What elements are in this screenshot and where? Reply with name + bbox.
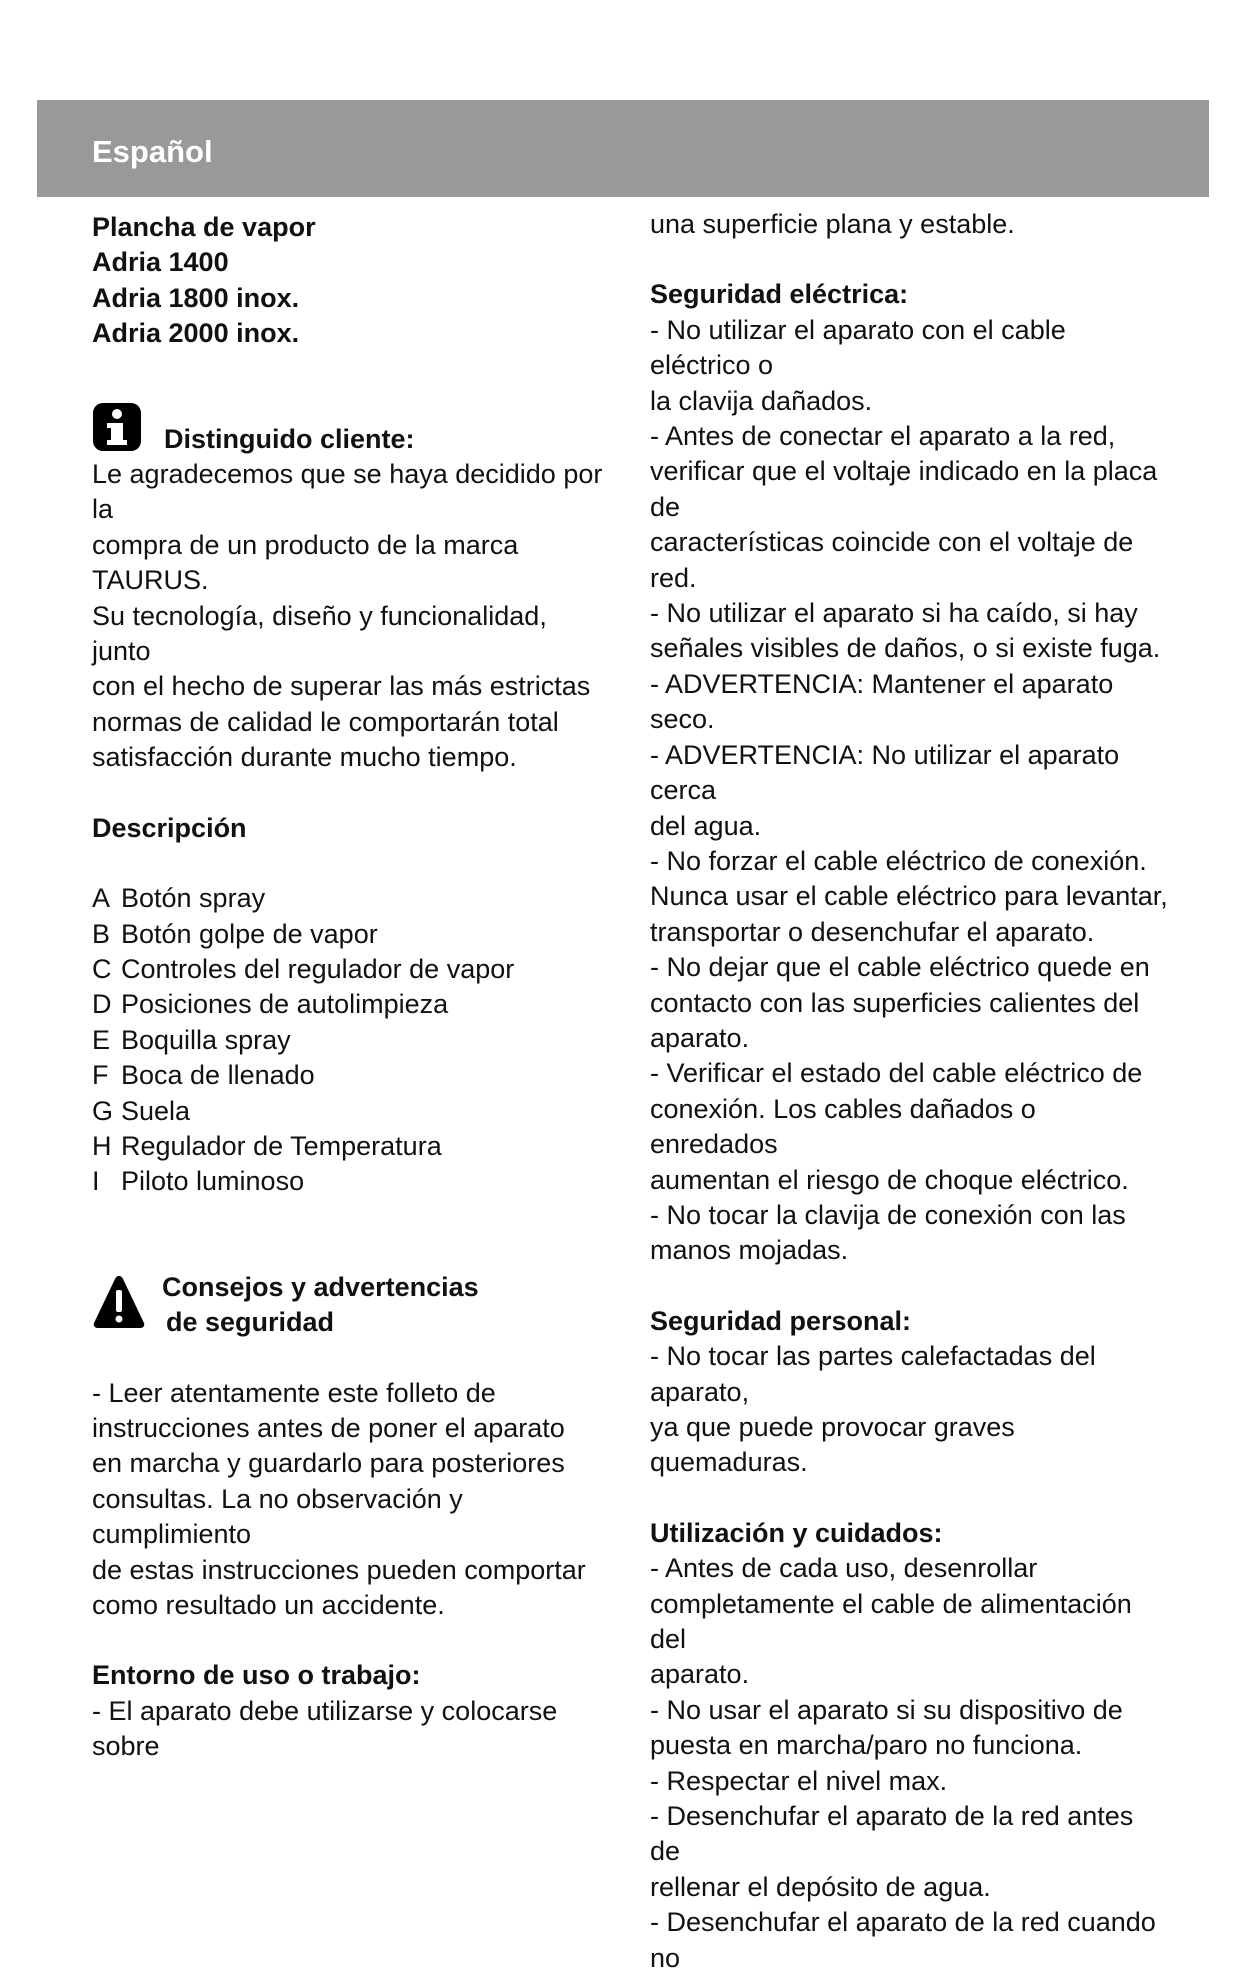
part-letter: B	[92, 918, 111, 949]
safety-title-line-2: de seguridad	[166, 1307, 335, 1338]
safety-title-line-1: Consejos y advertencias	[162, 1271, 479, 1302]
part-name: Boca de llenado	[121, 1060, 315, 1091]
right-column	[650, 207, 1170, 1976]
part-name: Posiciones de autolimpieza	[121, 989, 449, 1020]
safety-text-line: como resultado un accidente.	[92, 1590, 445, 1620]
personal-text-line: ya que puede provocar graves quemaduras.	[650, 1412, 1015, 1478]
description-section	[92, 811, 612, 1200]
part-name: Regulador de Temperatura	[121, 1130, 442, 1161]
electrical-text-line: - ADVERTENCIA: No utilizar el aparato cerca	[650, 739, 1120, 806]
electrical-text-line: contacto con las superficies calientes del	[650, 987, 1140, 1018]
electrical-text-line: - No tocar la clavija de conexión con las	[650, 1199, 1126, 1230]
safety-text-line: de estas instrucciones pueden comportar	[92, 1554, 586, 1585]
safety-text-line: instrucciones antes de poner el aparato	[92, 1412, 565, 1443]
electrical-text-line: características coincide con el voltaje de red.	[650, 527, 1134, 593]
list-item	[92, 1164, 612, 1199]
electrical-text-line: verificar que el voltaje indicado en la placa de	[650, 456, 1158, 522]
part-letter: D	[92, 989, 112, 1020]
customer-text-line: con el hecho de superar las más estrictas	[92, 671, 591, 702]
electrical-text-line: - Antes de conectar el aparato a la red,	[650, 421, 1116, 452]
part-name: Botón spray	[121, 883, 266, 914]
use-care-text-line: - Respectar el nivel max.	[650, 1765, 948, 1796]
part-letter: I	[92, 1166, 100, 1197]
part-letter: H	[92, 1130, 112, 1161]
part-letter: F	[92, 1060, 109, 1091]
environment-title: Entorno de uso o trabajo:	[92, 1660, 421, 1691]
personal-safety-title: Seguridad personal:	[650, 1305, 912, 1336]
electrical-text-line: conexión. Los cables dañados o enredados	[650, 1093, 1036, 1160]
language-header-bar	[37, 100, 1209, 197]
part-name: Suela	[121, 1095, 191, 1126]
customer-text-line: Le agradecemos que se haya decidido por la	[92, 459, 603, 525]
electrical-text-line: aumentan el riesgo de choque eléctrico.	[650, 1164, 1129, 1195]
safety-text-line: en marcha y guardarlo para posteriores	[92, 1448, 565, 1479]
list-item	[92, 1129, 612, 1164]
list-item	[92, 1023, 612, 1058]
personal-text-line: - No tocar las partes calefactadas del aparato,	[650, 1341, 1096, 1407]
product-line: Adria 1800 inox.	[92, 282, 300, 313]
left-column	[92, 210, 612, 1765]
part-letter: G	[92, 1095, 114, 1126]
electrical-text-line: - No utilizar el aparato si ha caído, si hay	[650, 598, 1138, 629]
list-item	[92, 987, 612, 1022]
use-care-text-line: - Antes de cada uso, desenrollar	[650, 1553, 1038, 1584]
part-letter: C	[92, 953, 112, 984]
electrical-text-line: Nunca usar el cable eléctrico para levantar,	[650, 881, 1168, 912]
environment-section	[92, 1658, 612, 1764]
product-line: Plancha de vapor	[92, 212, 316, 242]
electrical-text-line: - No forzar el cable eléctrico de conexión.	[650, 845, 1147, 876]
list-item	[92, 952, 612, 987]
product-title-block	[92, 210, 612, 352]
product-line: Adria 1400	[92, 247, 229, 278]
environment-text-line: - El aparato debe utilizarse y colocarse sobre	[92, 1695, 558, 1762]
description-title: Descripción	[92, 812, 247, 843]
personal-safety-section	[650, 1304, 1170, 1481]
customer-text-line: compra de un producto de la marca TAURUS.	[92, 529, 519, 596]
part-name: Controles del regulador de vapor	[121, 953, 515, 984]
electrical-text-line: la clavija dañados.	[650, 385, 873, 416]
use-care-text-line: - Desenchufar el aparato de la red cuando no	[650, 1907, 1156, 1973]
use-care-text-line: puesta en marcha/paro no funciona.	[650, 1730, 1083, 1761]
customer-text-line: normas de calidad le comportarán total	[92, 706, 559, 737]
part-name: Piloto luminoso	[121, 1166, 305, 1197]
electrical-text-line: aparato.	[650, 1022, 750, 1053]
part-name: Botón golpe de vapor	[121, 918, 378, 949]
language-title: Español	[92, 134, 213, 169]
safety-section	[92, 1270, 612, 1624]
use-care-text-line: completamente el cable de alimentación del	[650, 1588, 1132, 1655]
part-letter: E	[92, 1024, 111, 1055]
electrical-text-line: transportar o desenchufar el aparato.	[650, 916, 1095, 947]
use-care-text-line: - No usar el aparato si su dispositivo de	[650, 1694, 1123, 1725]
customer-title: Distinguido cliente:	[164, 423, 415, 454]
safety-heading	[92, 1270, 612, 1341]
electrical-safety-title: Seguridad eléctrica:	[650, 279, 909, 310]
customer-text-line: satisfacción durante mucho tiempo.	[92, 742, 517, 773]
list-item	[92, 881, 612, 916]
part-letter: A	[92, 883, 111, 914]
use-care-text-line: aparato.	[650, 1659, 750, 1690]
list-item	[92, 917, 612, 952]
list-item	[92, 1058, 612, 1093]
electrical-text-line: - No utilizar el aparato con el cable eléctrico o	[650, 314, 1066, 381]
use-care-title: Utilización y cuidados:	[650, 1517, 943, 1548]
electrical-text-line: - No dejar que el cable eléctrico quede en	[650, 952, 1150, 983]
safety-text-line: consultas. La no observación y cumplimiento	[92, 1483, 463, 1550]
use-care-text-line: rellenar el depósito de agua.	[650, 1871, 991, 1902]
electrical-text-line: - Verificar el estado del cable eléctrico de	[650, 1058, 1143, 1089]
customer-heading	[92, 422, 612, 457]
electrical-text-line: señales visibles de daños, o si existe fuga.	[650, 633, 1161, 664]
info-icon	[92, 402, 142, 452]
electrical-text-line: - ADVERTENCIA: Mantener el aparato seco.	[650, 668, 1114, 735]
use-care-text-line: - Desenchufar el aparato de la red antes de	[650, 1801, 1134, 1867]
part-name: Boquilla spray	[121, 1024, 291, 1055]
electrical-safety-section	[650, 277, 1170, 1268]
electrical-text-line: manos mojadas.	[650, 1235, 849, 1266]
parts-list	[92, 881, 612, 1200]
electrical-text-line: del agua.	[650, 810, 762, 841]
customer-section	[92, 422, 612, 776]
use-care-section	[650, 1516, 1170, 1976]
warning-icon	[92, 1274, 146, 1330]
customer-text-line: Su tecnología, diseño y funcionalidad, junto	[92, 600, 547, 667]
safety-text-line: - Leer atentamente este folleto de	[92, 1377, 496, 1408]
continuation-text-line: una superficie plana y estable.	[650, 209, 1015, 239]
list-item	[92, 1094, 612, 1129]
product-line: Adria 2000 inox.	[92, 318, 300, 349]
